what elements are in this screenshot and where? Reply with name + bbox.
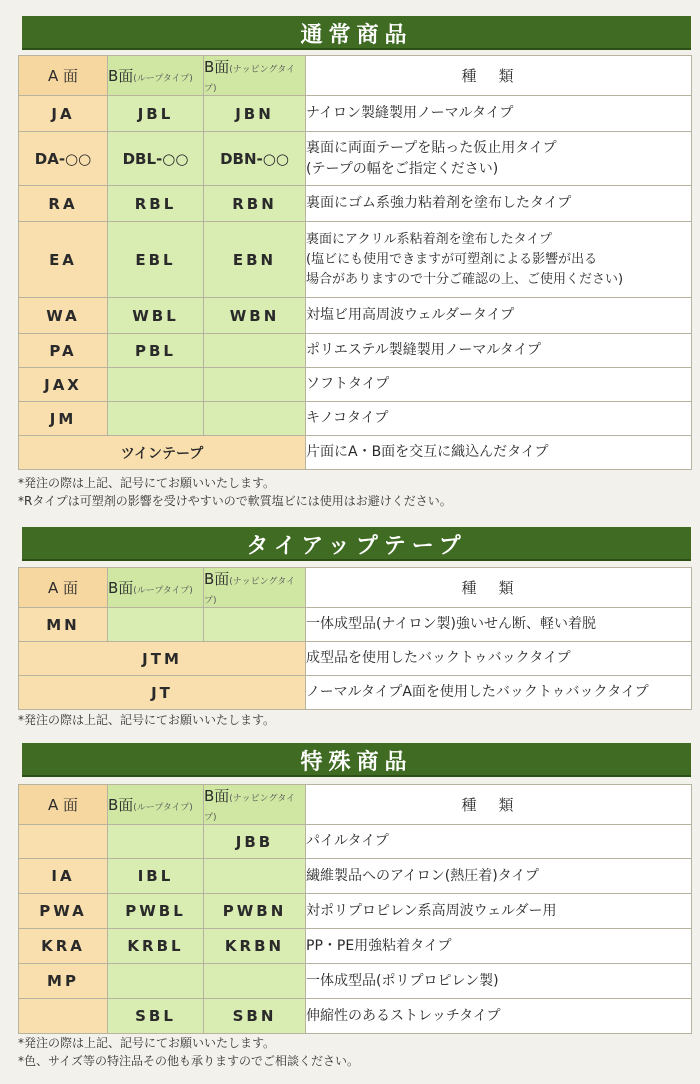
table-row — [19, 929, 692, 964]
b-napping-code: DBN-○○ — [204, 132, 306, 186]
a-code: DA-○○ — [19, 132, 108, 186]
type-description — [306, 368, 692, 402]
type-description — [306, 334, 692, 368]
b-napping-code — [204, 402, 306, 436]
b-loop-code: DBL-○○ — [108, 132, 204, 186]
type-description — [306, 186, 692, 222]
header-type: 種類 — [306, 568, 692, 608]
b-loop-code: PBL — [108, 334, 204, 368]
b-napping-code: JBB — [204, 825, 306, 859]
b-napping-code — [204, 859, 306, 894]
note-line: *発注の際は上記、記号にてお願いいたします。 — [18, 476, 276, 490]
type-description: PP・PE用強粘着タイプ — [306, 929, 692, 964]
description-line: キノコタイプ — [306, 410, 389, 426]
header-b-napping — [204, 568, 306, 608]
header-b-main: B面 — [108, 796, 134, 814]
type-description: ノーマルタイプA面を使用したバックトゥバックタイプ — [306, 676, 692, 710]
b-loop-code — [108, 608, 204, 642]
header-type: 種類 — [306, 56, 692, 96]
table-row — [19, 642, 692, 676]
b-loop-code: JBL — [108, 96, 204, 132]
type-description: 一体成型品(ポリプロピレン製) — [306, 964, 692, 999]
header-b-sub: (ナッピングタイプ) — [204, 65, 296, 94]
b-loop-code — [108, 964, 204, 999]
note-line: *Rタイプは可塑剤の影響を受けやすいので軟質塩ビには使用はお避けください。 — [18, 494, 452, 508]
b-napping-code — [204, 608, 306, 642]
header-b-sub: (ループタイプ) — [133, 74, 193, 84]
twin-tape-row — [19, 436, 692, 470]
table-row — [19, 894, 692, 929]
a-code: WA — [19, 298, 108, 334]
type-description: 一体成型品(ナイロン製)強いせん断、軽い着脱 — [306, 608, 692, 642]
regular-section-title: 通常商品 — [22, 16, 691, 50]
type-description: パイルタイプ — [306, 825, 692, 859]
a-code: IA — [19, 859, 108, 894]
b-napping-code: EBN — [204, 222, 306, 298]
b-napping-code: PWBN — [204, 894, 306, 929]
a-code: PA — [19, 334, 108, 368]
header-b-main: B面 — [204, 570, 230, 588]
note-line: *発注の際は上記、記号にてお願いいたします。 — [18, 713, 276, 727]
description-line: 裏面にアクリル系粘着剤を塗布したタイプ — [306, 231, 552, 247]
b-napping-code: JBN — [204, 96, 306, 132]
b-loop-code: KRBL — [108, 929, 204, 964]
b-loop-code: PWBL — [108, 894, 204, 929]
note-line: *色、サイズ等の特注品その他も承りますのでご相談ください。 — [18, 1054, 360, 1068]
description-line: ポリエステル製縫製用ノーマルタイプ — [306, 342, 542, 358]
b-loop-code — [108, 368, 204, 402]
table-row — [19, 132, 692, 186]
b-loop-code: IBL — [108, 859, 204, 894]
table-header-row — [19, 568, 692, 608]
b-napping-code: RBN — [204, 186, 306, 222]
header-b-main: B面 — [108, 67, 134, 85]
header-b-main: B面 — [204, 58, 230, 76]
description-line: ソフトタイプ — [306, 376, 390, 392]
b-loop-code — [108, 402, 204, 436]
type-description: 伸縮性のあるストレッチタイプ — [306, 999, 692, 1034]
tieup-notes — [18, 711, 275, 729]
type-description — [306, 402, 692, 436]
b-napping-code: WBN — [204, 298, 306, 334]
a-code — [19, 999, 108, 1034]
header-b-main: B面 — [108, 579, 134, 597]
table-row — [19, 298, 692, 334]
b-napping-code — [204, 368, 306, 402]
special-products-table — [18, 784, 692, 1034]
table-row — [19, 825, 692, 859]
description-line: 場合がありますので十分ご確認の上、ご使用ください) — [306, 271, 624, 287]
b-loop-code: WBL — [108, 298, 204, 334]
type-description — [306, 132, 692, 186]
regular-notes — [18, 474, 452, 510]
header-b-sub: (ループタイプ) — [133, 803, 193, 813]
header-b-loop — [108, 785, 204, 825]
tieup-section-title: タイアップテープ — [22, 527, 691, 561]
table-header-row — [19, 56, 692, 96]
table-row — [19, 608, 692, 642]
a-code: EA — [19, 222, 108, 298]
type-description — [306, 222, 692, 298]
b-napping-code: SBN — [204, 999, 306, 1034]
table-row — [19, 999, 692, 1034]
special-section-title: 特殊商品 — [22, 743, 691, 777]
header-b-main: B面 — [204, 787, 230, 805]
header-b-loop — [108, 568, 204, 608]
description-line: 対塩ビ用高周波ウェルダータイプ — [306, 307, 515, 323]
table-row — [19, 859, 692, 894]
a-code: JAX — [19, 368, 108, 402]
description-line: (塩ビにも使用できますが可塑剤による影響が出る — [306, 251, 598, 267]
a-code: KRA — [19, 929, 108, 964]
type-description: 成型品を使用したバックトゥバックタイプ — [306, 642, 692, 676]
a-code: RA — [19, 186, 108, 222]
type-description — [306, 96, 692, 132]
type-description: 片面にA・B面を交互に織込んだタイプ — [306, 436, 692, 470]
description-line: (テープの幅をご指定ください) — [306, 160, 499, 177]
a-code: MN — [19, 608, 108, 642]
b-napping-code — [204, 334, 306, 368]
header-b-napping — [204, 785, 306, 825]
description-line: ナイロン製縫製用ノーマルタイプ — [306, 105, 514, 121]
table-row — [19, 186, 692, 222]
b-loop-code: RBL — [108, 186, 204, 222]
table-row — [19, 96, 692, 132]
description-line: 裏面にゴム系強力粘着剤を塗布したタイプ — [306, 195, 572, 211]
b-loop-code: EBL — [108, 222, 204, 298]
a-code — [19, 825, 108, 859]
type-description: 対ポリプロピレン系高周波ウェルダー用 — [306, 894, 692, 929]
header-a-side: A 面 — [19, 568, 108, 608]
b-napping-code — [204, 964, 306, 999]
table-row — [19, 402, 692, 436]
combined-code: JT — [19, 676, 306, 710]
special-notes — [18, 1034, 359, 1070]
header-b-sub: (ナッピングタイプ) — [204, 794, 296, 823]
a-code: MP — [19, 964, 108, 999]
table-row — [19, 334, 692, 368]
a-code: PWA — [19, 894, 108, 929]
tieup-tape-table — [18, 567, 692, 710]
combined-code: JTM — [19, 642, 306, 676]
twin-tape-label: ツインテープ — [19, 436, 306, 470]
header-type: 種類 — [306, 785, 692, 825]
b-napping-code: KRBN — [204, 929, 306, 964]
header-a-side: A 面 — [19, 785, 108, 825]
table-row — [19, 222, 692, 298]
table-row — [19, 676, 692, 710]
table-row — [19, 964, 692, 999]
table-row — [19, 368, 692, 402]
header-b-napping — [204, 56, 306, 96]
b-loop-code: SBL — [108, 999, 204, 1034]
note-line: *発注の際は上記、記号にてお願いいたします。 — [18, 1036, 276, 1050]
a-code: JA — [19, 96, 108, 132]
header-a-side: A 面 — [19, 56, 108, 96]
type-description — [306, 298, 692, 334]
b-loop-code — [108, 825, 204, 859]
type-description: 繊維製品へのアイロン(熱圧着)タイプ — [306, 859, 692, 894]
regular-products-table — [18, 55, 692, 470]
header-b-sub: (ループタイプ) — [133, 586, 193, 596]
header-b-sub: (ナッピングタイプ) — [204, 577, 296, 606]
description-line: 裏面に両面テープを貼った仮止用タイプ — [306, 139, 557, 156]
a-code: JM — [19, 402, 108, 436]
header-b-loop — [108, 56, 204, 96]
table-header-row — [19, 785, 692, 825]
